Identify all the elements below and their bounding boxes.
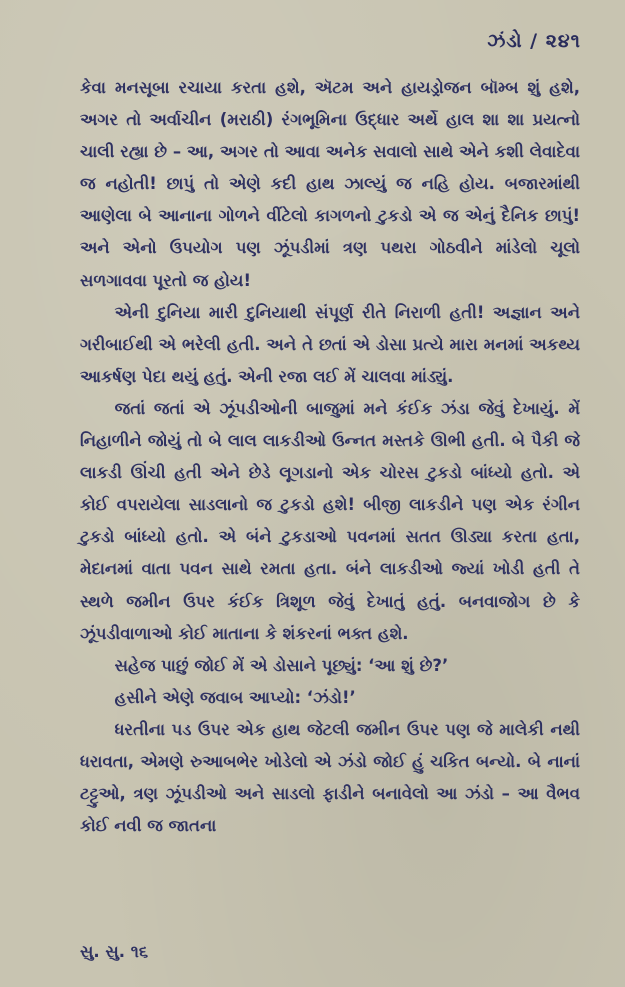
paragraph-5: હસીને એણે જવાબ આપ્યો: ‘ઝંડો!’ bbox=[114, 687, 356, 707]
signature-mark: સુ. સુ. ૧૬ bbox=[80, 942, 149, 961]
paragraph-3: જતાં જતાં એ ઝૂંપડીઓની બાજુમાં મને કંઈક ઝંડા જેવું દેખાયું. મેં નિહાળીને જોયું તો બે લાલ લાકડીઓ ઉન્નત મસ્તકે ઊભી હતી. બે પૈકી જે લાકડી ઊંચી હતી એને છેડે લૂગડાનો એક ચોરસ ટુકડો બાંધ્યો હતો. એ કોઈ વપરાયેલા સાડલાનો જ ટુકડો હશે! બીજી લાકડીને પણ એક રંગીન ટુકડો બાંધ્યો હતો. એ બંને ટુકડાઓ પવનમાં સતત ઊડ્યા કરતા હતા, મેદાનમાં વાતા પવન સાથે રમતા હતા. બંને લાકડીઓ જ્યાં ખોડી હતી તે સ્થળે જમીન ઉપર કંઈક ત્રિશૂળ જેવું દેખાતું હતું. બનવાજોગ છે કે ઝૂંપડીવાળાઓ કોઈ માતાના કે શંકરનાં ભક્ત હશે. bbox=[80, 398, 580, 643]
running-head: ઝંડો / ૨૪૧ bbox=[487, 30, 581, 52]
body-text bbox=[80, 72, 580, 842]
paragraph-1: કેવા મનસૂબા રચાયા કરતા હશે, ઍટમ અને હાયડ્રોજન બૉમ્બ શું હશે, અગર તો અર્વાચીન (મરાઠી) રંગભૂમિના ઉદ્ધાર અર્થે હાલ શા શા પ્રયત્નો ચાલી રહ્યા છે – આ, અગર તો આવા અનેક સવાલો સાથે એને કશી લેવાદેવા જ નહોતી! છાપું તો એણે કદી હાથ ઝાલ્યું જ નહિ હોય. બજારમાંથી આણેલા બે આનાના ગોળને વીંટેલો કાગળનો ટુકડો એ જ એનું દૈનિક છાપું! અને એનો ઉપયોગ પણ ઝૂંપડીમાં ત્રણ પથરા ગોઠવીને માંડેલો ચૂલો સળગાવવા પૂરતો જ હોય! bbox=[80, 78, 580, 290]
paragraph-2: એની દુનિયા મારી દુનિયાથી સંપૂર્ણ રીતે નિરાળી હતી! અજ્ઞાન અને ગરીબાઈથી એ ભરેલી હતી. અને તે છતાં એ ડોસા પ્રત્યે મારા મનમાં અકથ્ય આકર્ષણ પેદા થયું હતું. એની રજા લઈ મેં ચાલવા માંડ્યું. bbox=[80, 302, 580, 386]
paragraph-6: ધરતીના પડ ઉપર એક હાથ જેટલી જમીન ઉપર પણ જે માલેકી નથી ધરાવતા, એમણે રુઆબભેર ખોડેલો એ ઝંડો જોઈ હું ચકિત બન્યો. બે નાનાં ટટ્ટુઓ, ત્રણ ઝૂંપડીઓ અને સાડલો ફાડીને બનાવેલો આ ઝંડો – આ વૈભવ કોઈ નવી જ જાતના bbox=[80, 719, 580, 836]
paragraph-4: સહેજ પાછું જોઈ મેં એ ડોસાને પૂછ્યું: ‘આ શું છે?’ bbox=[114, 655, 449, 675]
